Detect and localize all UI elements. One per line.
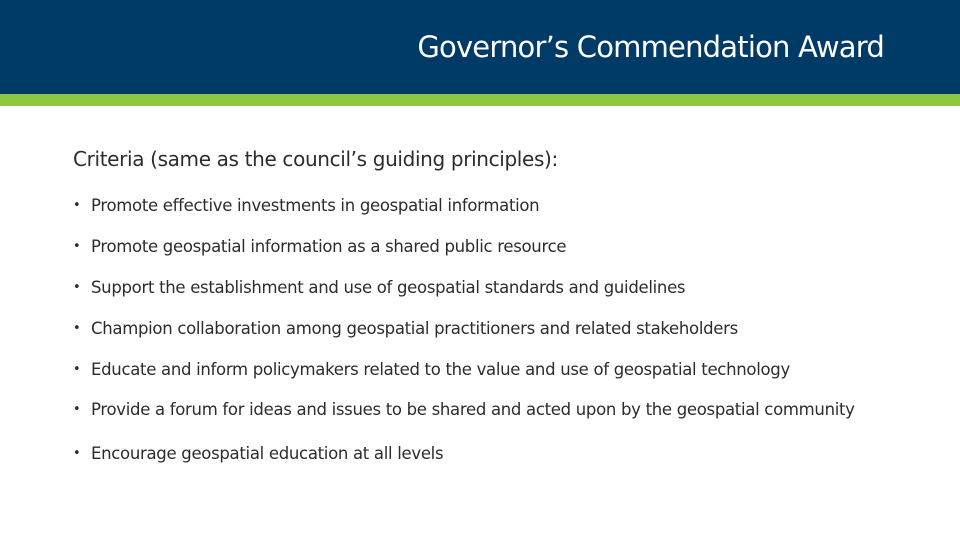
bullet-icon: • bbox=[73, 198, 81, 213]
bullet-icon: • bbox=[73, 280, 81, 295]
list-item bbox=[73, 399, 893, 420]
bullet-icon: • bbox=[73, 362, 81, 377]
bullet-icon: • bbox=[73, 446, 81, 461]
criteria-heading: Criteria (same as the council’s guiding principles): bbox=[73, 147, 558, 171]
list-item bbox=[73, 317, 893, 340]
criteria-text: Promote effective investments in geospatial information bbox=[91, 196, 540, 215]
criteria-text: Promote geospatial information as a shared public resource bbox=[91, 237, 567, 256]
criteria-text: Provide a forum for ideas and issues to be shared and acted upon by the geospatial community bbox=[91, 400, 855, 419]
bullet-icon: • bbox=[73, 239, 81, 254]
criteria-text: Champion collaboration among geospatial practitioners and related stakeholders bbox=[91, 319, 738, 338]
list-item bbox=[73, 194, 893, 217]
criteria-text: Educate and inform policymakers related to the value and use of geospatial technology bbox=[91, 360, 790, 379]
bullet-icon: • bbox=[73, 321, 81, 336]
content-area bbox=[73, 142, 893, 483]
criteria-text: Support the establishment and use of geospatial standards and guidelines bbox=[91, 278, 686, 297]
criteria-text: Encourage geospatial education at all levels bbox=[91, 444, 444, 463]
list-item bbox=[73, 358, 893, 381]
list-item bbox=[73, 235, 893, 258]
list-item bbox=[73, 276, 893, 299]
list-item bbox=[73, 442, 893, 465]
criteria-list bbox=[73, 194, 893, 465]
bullet-icon: • bbox=[73, 402, 81, 417]
accent-bar bbox=[0, 94, 960, 106]
slide-title: Governor’s Commendation Award bbox=[417, 30, 884, 64]
